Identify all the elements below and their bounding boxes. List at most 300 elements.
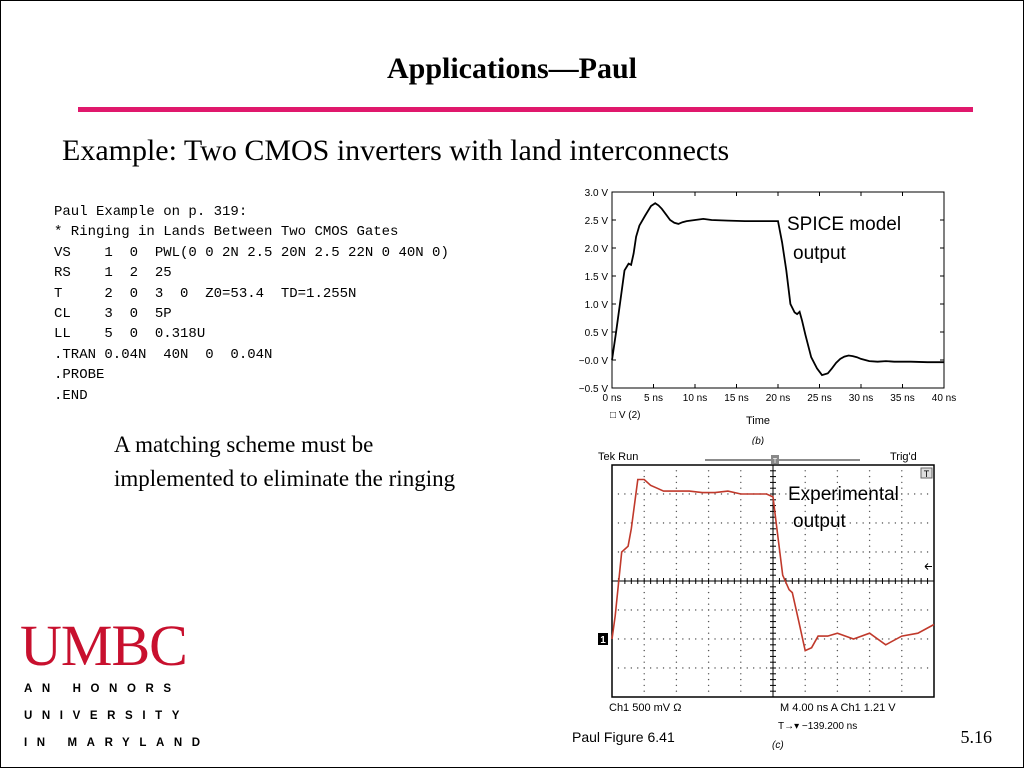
y-tick-label: 3.0 V (584, 188, 608, 199)
grid-dot (740, 685, 741, 686)
grid-dot (644, 592, 645, 593)
grid-dot (901, 598, 902, 599)
grid-dot (759, 667, 760, 668)
grid-dot (708, 673, 709, 674)
grid-dot (901, 673, 902, 674)
grid-dot (927, 522, 928, 523)
grid-dot (714, 638, 715, 639)
grid-dot (708, 551, 709, 552)
x-tick-label: 25 ns (807, 393, 832, 404)
grid-dot (701, 609, 702, 610)
grid-dot (663, 522, 664, 523)
grid-dot (727, 522, 728, 523)
grid-dot (805, 615, 806, 616)
grid-dot (708, 476, 709, 477)
grid-dot (888, 609, 889, 610)
grid-dot (747, 551, 748, 552)
grid-dot (644, 673, 645, 674)
grid-dot (805, 598, 806, 599)
panel-label: (b) (751, 436, 765, 445)
grid-dot (920, 667, 921, 668)
grid-dot (830, 609, 831, 610)
grid-dot (753, 638, 754, 639)
grid-dot (644, 604, 645, 605)
grid-dot (798, 551, 799, 552)
grid-dot (727, 551, 728, 552)
grid-dot (869, 569, 870, 570)
grid-dot (676, 656, 677, 657)
grid-dot (708, 517, 709, 518)
grid-dot (708, 586, 709, 587)
x-tick-label: 35 ns (890, 393, 915, 404)
grid-dot (869, 551, 870, 552)
grid-dot (895, 551, 896, 552)
grid-dot (676, 662, 677, 663)
grid-dot (676, 627, 677, 628)
grid-dot (869, 540, 870, 541)
grid-dot (901, 644, 902, 645)
grid-dot (637, 551, 638, 552)
grid-dot (901, 540, 902, 541)
grid-dot (817, 551, 818, 552)
grid-dot (727, 667, 728, 668)
grid-dot (701, 522, 702, 523)
grid-dot (740, 563, 741, 564)
grid-dot (644, 517, 645, 518)
grid-dot (830, 667, 831, 668)
grid-dot (901, 604, 902, 605)
grid-dot (805, 557, 806, 558)
grid-dot (837, 470, 838, 471)
grid-dot (901, 679, 902, 680)
grid-dot (618, 522, 619, 523)
grid-dot (676, 505, 677, 506)
grid-dot (708, 662, 709, 663)
grid-dot (644, 575, 645, 576)
x-tick-label: 40 ns (931, 393, 957, 404)
grid-dot (740, 505, 741, 506)
y-tick-label: 1.5 V (584, 272, 608, 283)
grid-dot (875, 551, 876, 552)
grid-dot (740, 517, 741, 518)
grid-dot (888, 551, 889, 552)
grid-dot (689, 667, 690, 668)
grid-dot (766, 551, 767, 552)
grid-dot (805, 638, 806, 639)
grid-dot (701, 493, 702, 494)
grid-dot (837, 505, 838, 506)
y-tick-label: −0.0 V (578, 356, 608, 367)
grid-dot (644, 563, 645, 564)
grid-dot (669, 638, 670, 639)
grid-dot (740, 679, 741, 680)
grid-dot (869, 627, 870, 628)
grid-dot (862, 522, 863, 523)
spice-line: CL 3 0 5P (54, 306, 172, 323)
grid-dot (618, 667, 619, 668)
grid-dot (747, 667, 748, 668)
grid-dot (740, 546, 741, 547)
grid-dot (785, 551, 786, 552)
grid-dot (740, 557, 741, 558)
grid-dot (837, 476, 838, 477)
spice-line: .TRAN 0.04N 40N 0 0.04N (54, 346, 273, 363)
grid-dot (785, 609, 786, 610)
grid-dot (869, 476, 870, 477)
grid-dot (869, 534, 870, 535)
grid-dot (669, 551, 670, 552)
grid-dot (676, 615, 677, 616)
grid-dot (740, 470, 741, 471)
grid-dot (644, 499, 645, 500)
grid-dot (901, 592, 902, 593)
grid-dot (869, 667, 870, 668)
grid-dot (676, 691, 677, 692)
grid-dot (850, 551, 851, 552)
grid-dot (682, 493, 683, 494)
grid-dot (888, 638, 889, 639)
grid-dot (637, 667, 638, 668)
grid-dot (618, 493, 619, 494)
grid-dot (869, 546, 870, 547)
annotation-line-1: Experimental (788, 484, 899, 505)
grid-dot (824, 609, 825, 610)
grid-dot (644, 633, 645, 634)
grid-dot (695, 522, 696, 523)
grid-dot (927, 493, 928, 494)
grid-dot (656, 522, 657, 523)
grid-dot (734, 551, 735, 552)
grid-dot (785, 493, 786, 494)
grid-dot (663, 493, 664, 494)
grid-dot (618, 638, 619, 639)
grid-dot (663, 609, 664, 610)
grid-dot (676, 546, 677, 547)
channel-marker-label: 1 (600, 635, 606, 646)
grid-dot (759, 522, 760, 523)
grid-dot (805, 563, 806, 564)
grid-dot (869, 685, 870, 686)
grid-dot (759, 551, 760, 552)
grid-dot (837, 609, 838, 610)
grid-dot (708, 604, 709, 605)
grid-dot (869, 650, 870, 651)
spice-line: .PROBE (54, 367, 105, 384)
grid-dot (869, 638, 870, 639)
x-axis-label: Time (745, 415, 771, 427)
grid-dot (721, 609, 722, 610)
grid-dot (695, 667, 696, 668)
grid-dot (901, 569, 902, 570)
grid-dot (676, 621, 677, 622)
grid-dot (850, 609, 851, 610)
grid-dot (676, 609, 677, 610)
grid-dot (721, 638, 722, 639)
grid-dot (805, 621, 806, 622)
grid-dot (817, 667, 818, 668)
grid-dot (805, 470, 806, 471)
grid-dot (689, 638, 690, 639)
grid-dot (869, 656, 870, 657)
grid-dot (869, 691, 870, 692)
grid-dot (888, 522, 889, 523)
grid-dot (727, 609, 728, 610)
grid-dot (856, 609, 857, 610)
grid-dot (708, 656, 709, 657)
grid-dot (869, 575, 870, 576)
grid-dot (740, 488, 741, 489)
grid-dot (708, 534, 709, 535)
grid-dot (792, 551, 793, 552)
grid-dot (740, 667, 741, 668)
grid-dot (837, 673, 838, 674)
y-tick-label: 1.0 V (584, 300, 608, 311)
grid-dot (682, 638, 683, 639)
grid-dot (644, 667, 645, 668)
grid-dot (650, 551, 651, 552)
grid-dot (624, 609, 625, 610)
grid-dot (676, 476, 677, 477)
readout-trigger-offset: T→▾ −139.200 ns (778, 721, 858, 732)
spice-line: Paul Example on p. 319: (54, 204, 248, 220)
title-rule (78, 107, 973, 112)
grid-dot (901, 638, 902, 639)
grid-dot (637, 638, 638, 639)
grid-dot (869, 644, 870, 645)
grid-dot (805, 476, 806, 477)
grid-dot (908, 667, 909, 668)
grid-dot (908, 638, 909, 639)
grid-dot (708, 540, 709, 541)
grid-dot (792, 609, 793, 610)
grid-dot (644, 482, 645, 483)
grid-dot (837, 546, 838, 547)
spice-line: VS 1 0 PWL(0 0 2N 2.5 20N 2.5 22N 0 40N 0) (54, 244, 449, 261)
grid-dot (798, 667, 799, 668)
grid-dot (882, 551, 883, 552)
grid-dot (805, 575, 806, 576)
grid-dot (837, 592, 838, 593)
grid-dot (708, 685, 709, 686)
grid-dot (843, 551, 844, 552)
grid-dot (689, 493, 690, 494)
grid-dot (869, 615, 870, 616)
grid-dot (644, 557, 645, 558)
grid-dot (901, 575, 902, 576)
grid-dot (676, 557, 677, 558)
grid-dot (721, 551, 722, 552)
grid-dot (837, 598, 838, 599)
grid-dot (624, 493, 625, 494)
grid-dot (676, 551, 677, 552)
grid-dot (644, 685, 645, 686)
grid-dot (676, 493, 677, 494)
grid-dot (747, 609, 748, 610)
grid-dot (663, 638, 664, 639)
grid-dot (901, 522, 902, 523)
readout-volts-div: Ch1 500 mV Ω (609, 702, 682, 714)
grid-dot (740, 691, 741, 692)
grid-dot (740, 621, 741, 622)
grid-dot (901, 621, 902, 622)
grid-dot (869, 557, 870, 558)
grid-dot (901, 615, 902, 616)
grid-dot (714, 522, 715, 523)
grid-dot (644, 650, 645, 651)
grid-dot (766, 522, 767, 523)
grid-dot (689, 522, 690, 523)
grid-dot (901, 482, 902, 483)
trigger-level-letter: T (923, 469, 930, 479)
grid-dot (927, 609, 928, 610)
grid-dot (747, 638, 748, 639)
grid-dot (805, 691, 806, 692)
grid-dot (650, 667, 651, 668)
grid-dot (901, 685, 902, 686)
grid-dot (740, 569, 741, 570)
grid-dot (901, 662, 902, 663)
x-tick-label: 5 ns (644, 393, 663, 404)
grid-dot (644, 522, 645, 523)
grid-dot (644, 470, 645, 471)
grid-dot (869, 673, 870, 674)
grid-dot (837, 662, 838, 663)
grid-dot (644, 488, 645, 489)
grid-dot (644, 609, 645, 610)
grid-dot (901, 586, 902, 587)
grid-dot (708, 627, 709, 628)
grid-dot (644, 691, 645, 692)
grid-dot (914, 609, 915, 610)
grid-dot (837, 621, 838, 622)
grid-dot (805, 569, 806, 570)
grid-dot (734, 522, 735, 523)
grid-dot (779, 522, 780, 523)
annotation-line-2: output (793, 511, 846, 532)
grid-dot (869, 517, 870, 518)
grid-dot (676, 667, 677, 668)
grid-dot (901, 609, 902, 610)
grid-dot (798, 638, 799, 639)
grid-dot (682, 609, 683, 610)
grid-dot (708, 522, 709, 523)
grid-dot (914, 522, 915, 523)
grid-dot (753, 551, 754, 552)
grid-dot (689, 551, 690, 552)
grid-dot (676, 482, 677, 483)
y-tick-label: 0.5 V (584, 328, 608, 339)
grid-dot (708, 511, 709, 512)
grid-dot (644, 615, 645, 616)
grid-dot (837, 557, 838, 558)
spice-line: T 2 0 3 0 Z0=53.4 TD=1.255N (54, 285, 357, 302)
grid-dot (837, 638, 838, 639)
grid-dot (701, 667, 702, 668)
grid-dot (618, 609, 619, 610)
grid-dot (837, 575, 838, 576)
grid-dot (914, 493, 915, 494)
grid-dot (734, 609, 735, 610)
grid-dot (805, 656, 806, 657)
grid-dot (798, 609, 799, 610)
grid-dot (766, 667, 767, 668)
grid-dot (901, 551, 902, 552)
grid-dot (708, 667, 709, 668)
grid-dot (740, 604, 741, 605)
grid-dot (708, 638, 709, 639)
grid-dot (740, 476, 741, 477)
grid-dot (624, 551, 625, 552)
grid-dot (695, 551, 696, 552)
grid-dot (676, 499, 677, 500)
grid-dot (901, 563, 902, 564)
grid-dot (740, 534, 741, 535)
grid-dot (779, 667, 780, 668)
grid-dot (676, 679, 677, 680)
grid-dot (644, 546, 645, 547)
x-tick-label: 30 ns (848, 393, 874, 404)
grid-dot (856, 551, 857, 552)
umbc-logo: UMBC (20, 613, 187, 678)
readout-time-div: M 4.00 ns A Ch1 1.21 V (780, 702, 896, 714)
grid-dot (830, 551, 831, 552)
x-tick-label: 15 ns (724, 393, 749, 404)
grid-dot (708, 592, 709, 593)
grid-dot (721, 667, 722, 668)
grid-dot (901, 493, 902, 494)
grid-dot (708, 563, 709, 564)
grid-dot (869, 604, 870, 605)
grid-dot (875, 667, 876, 668)
grid-dot (727, 493, 728, 494)
grid-dot (869, 511, 870, 512)
grid-dot (708, 679, 709, 680)
grid-dot (805, 505, 806, 506)
grid-dot (779, 493, 780, 494)
grid-dot (644, 528, 645, 529)
grid-dot (805, 482, 806, 483)
grid-dot (656, 609, 657, 610)
grid-dot (837, 551, 838, 552)
slide-subtitle: Example: Two CMOS inverters with land interconnects (62, 134, 730, 167)
grid-dot (708, 493, 709, 494)
grid-dot (901, 557, 902, 558)
grid-dot (708, 505, 709, 506)
grid-dot (663, 667, 664, 668)
grid-dot (805, 604, 806, 605)
grid-dot (908, 522, 909, 523)
grid-dot (856, 667, 857, 668)
grid-dot (830, 638, 831, 639)
grid-dot (869, 505, 870, 506)
grid-dot (920, 609, 921, 610)
grid-dot (908, 551, 909, 552)
grid-dot (869, 470, 870, 471)
grid-dot (805, 679, 806, 680)
grid-dot (676, 534, 677, 535)
grid-dot (908, 609, 909, 610)
grid-dot (811, 667, 812, 668)
spice-line: .END (54, 387, 88, 404)
grid-dot (740, 638, 741, 639)
grid-dot (676, 586, 677, 587)
grid-dot (708, 644, 709, 645)
grid-dot (708, 482, 709, 483)
grid-dot (920, 551, 921, 552)
grid-dot (901, 667, 902, 668)
grid-dot (837, 482, 838, 483)
grid-dot (837, 615, 838, 616)
